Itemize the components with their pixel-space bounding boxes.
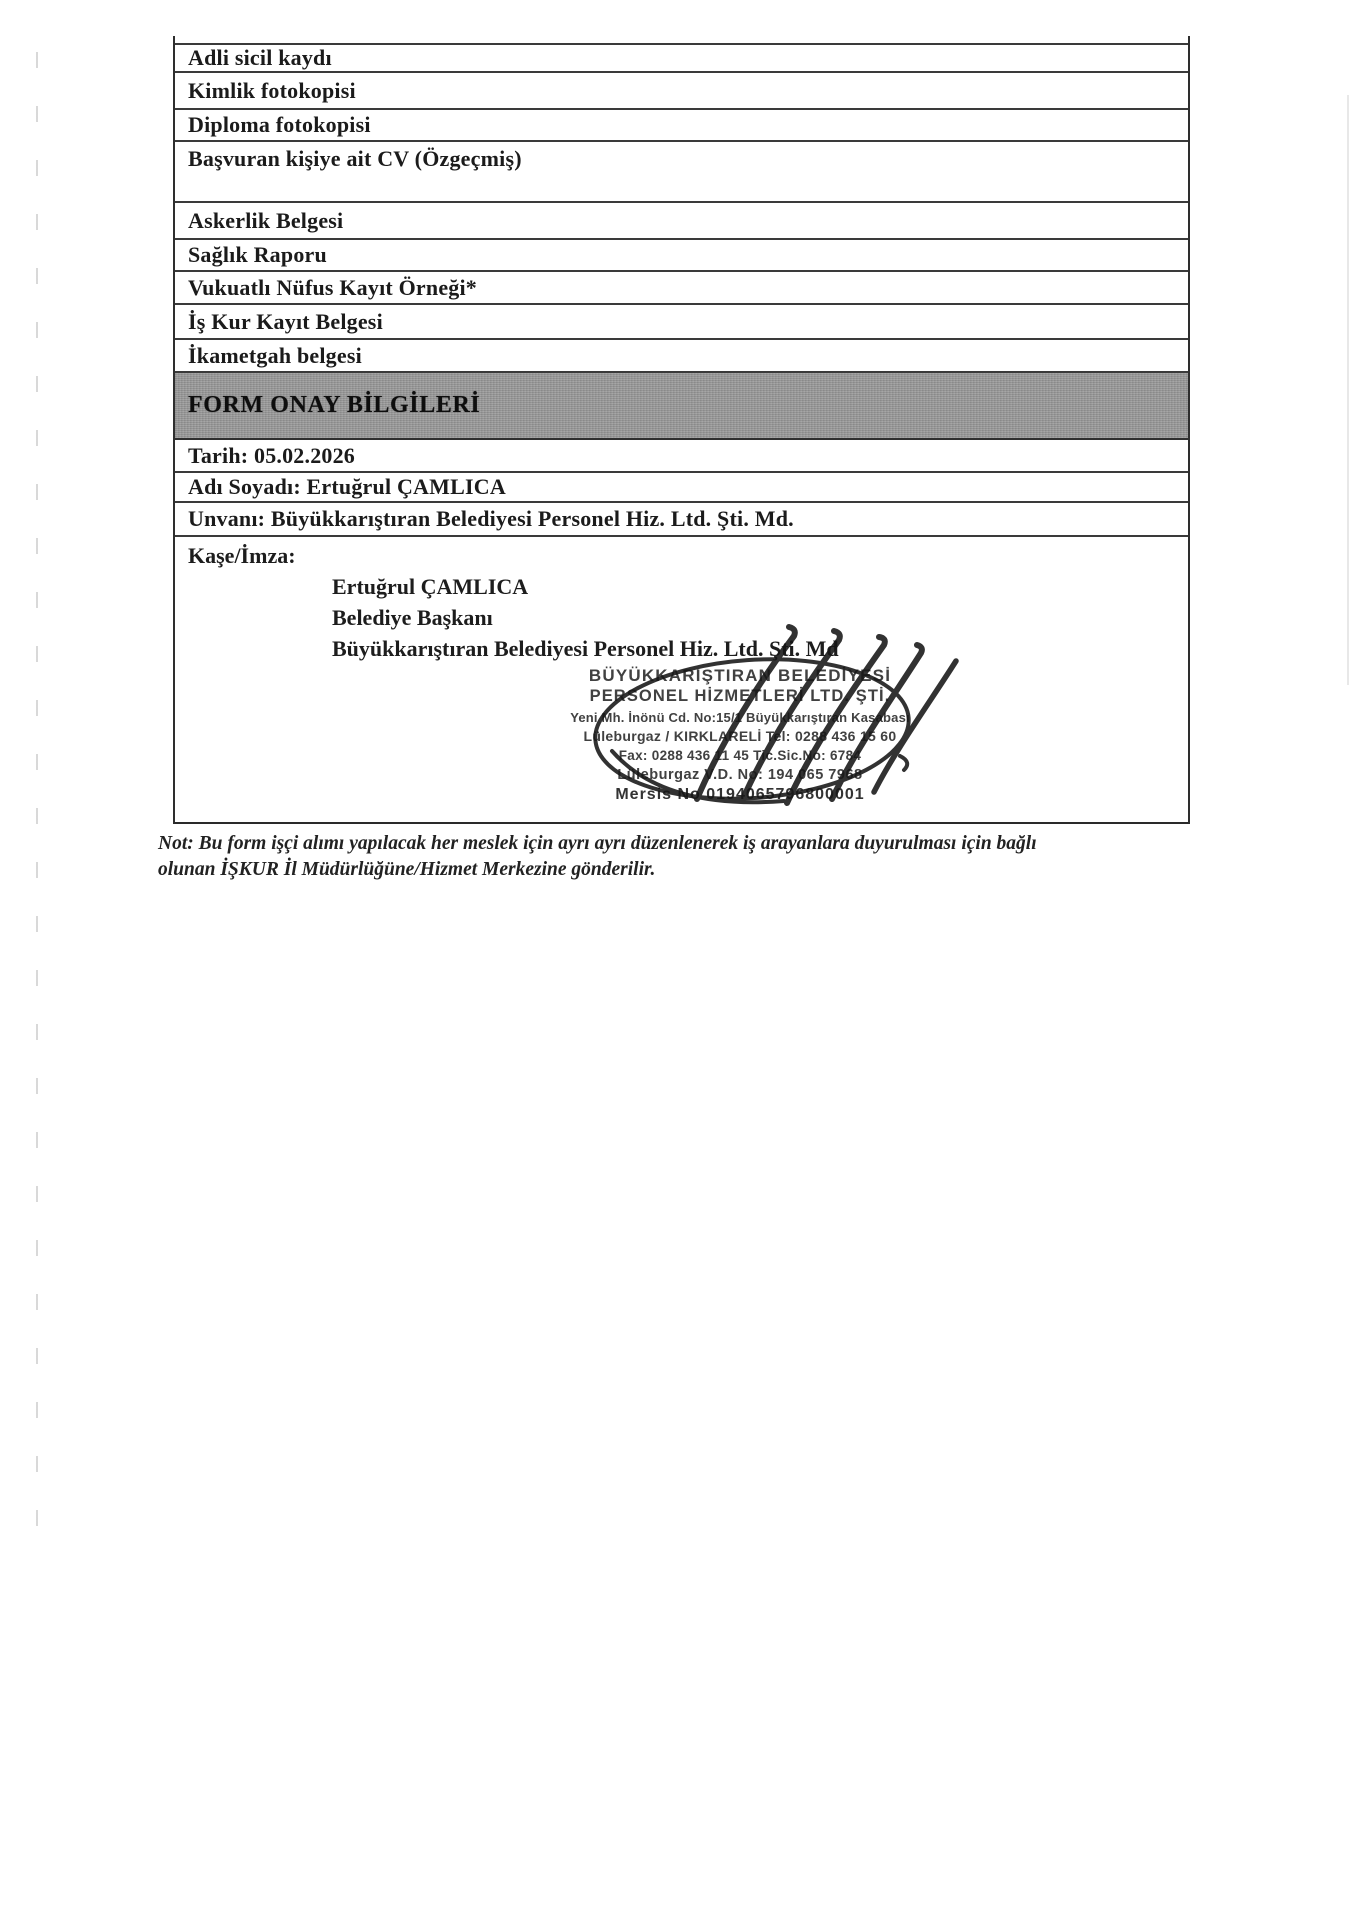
checklist-row-kimlik <box>175 73 1188 110</box>
stamp-city-phone-line: Lüleburgaz / KIRKLARELİ Tel: 0288 436 15 60 <box>583 728 897 744</box>
checklist-row-diploma <box>175 110 1188 142</box>
checklist-row-cv <box>175 142 1188 203</box>
checklist-row-askerlik <box>175 203 1188 240</box>
stamp-taxoffice-line: Lüleburgaz V.D. No: 194 065 7968 <box>617 767 863 783</box>
approval-row-date <box>175 440 1188 473</box>
checklist-row-label: Askerlik Belgesi <box>188 207 344 233</box>
checklist-row-label: Başvuran kişiye ait CV (Özgeçmiş) <box>188 146 522 171</box>
checklist-row-label: Diploma fotokopisi <box>188 112 371 137</box>
checklist-row-saglik <box>175 240 1188 272</box>
left-margin-scan-artifact <box>36 52 38 1562</box>
checklist-row-label: İkametgah belgesi <box>188 342 362 368</box>
checklist-row-nufus <box>175 272 1188 305</box>
checklist-row-label: Kimlik fotokopisi <box>188 77 356 103</box>
signer-typed-block <box>332 571 839 664</box>
stamp-company-name-line2: PERSONEL HİZMETLERİ LTD. ŞTİ. <box>589 687 891 705</box>
checklist-row-label: Vukuatlı Nüfus Kayıt Örneği* <box>188 274 478 300</box>
checklist-row-iskur <box>175 305 1188 340</box>
checklist-row-label: Adli sicil kaydı <box>188 45 332 70</box>
footer-note-line1-text: Bu form işçi alımı yapılacak her meslek için ayrı ayrı düzenlenerek iş arayanlara duyurulması için bağlı <box>193 833 1037 854</box>
footer-note-line2: olunan İŞKUR İl Müdürlüğüne/Hizmet Merkezine gönderilir. <box>158 858 656 880</box>
approval-row-name <box>175 473 1188 503</box>
stamp-company-name-line1: BÜYÜKKARIŞTIRAN BELEDİYESİ <box>588 666 892 685</box>
signer-organization: Büyükkarıştıran Belediyesi Personel Hiz. Ltd. Şti. Md <box>332 636 839 661</box>
section-header-band <box>175 373 1188 440</box>
checklist-row-adli-sicil <box>175 45 1188 73</box>
checklist-row-label: İş Kur Kayıt Belgesi <box>188 308 383 334</box>
approval-title-text: Unvanı: Büyükkarıştıran Belediyesi Personel Hiz. Ltd. Şti. Md. <box>188 506 794 531</box>
stamp-fax-tradereg-line: Fax: 0288 436 11 45 Tic.Sic.No: 6784 <box>618 748 862 763</box>
stamp-address-line: Yeni Mh. İnönü Cd. No:15/1 Büyükkarıştıran Kasabası <box>570 710 910 725</box>
checklist-row-ikametgah <box>175 340 1188 373</box>
footer-note <box>158 831 1203 882</box>
approval-name-text: Adı Soyadı: Ertuğrul ÇAMLICA <box>188 474 506 499</box>
checklist-row-label: Sağlık Raporu <box>188 242 327 267</box>
signer-name: Ertuğrul ÇAMLICA <box>332 574 529 599</box>
footer-note-line1 <box>158 831 1203 857</box>
right-edge-scan-artifact <box>1347 95 1349 685</box>
company-stamp <box>525 665 955 805</box>
footer-note-prefix: Not: <box>158 833 194 854</box>
form-table <box>173 36 1190 824</box>
approval-row-title <box>175 503 1188 537</box>
stamp-mersis-line: Mersis No 0194065796800001 <box>615 786 865 803</box>
signer-title: Belediye Başkanı <box>332 605 493 630</box>
approval-date-text: Tarih: 05.02.2026 <box>188 442 355 468</box>
table-top-spacer <box>175 36 1188 45</box>
stamp-cell-label: Kaşe/İmza: <box>188 543 296 568</box>
section-header-title: FORM ONAY BİLGİLERİ <box>188 392 481 418</box>
stamp-signature-cell <box>175 537 1188 822</box>
